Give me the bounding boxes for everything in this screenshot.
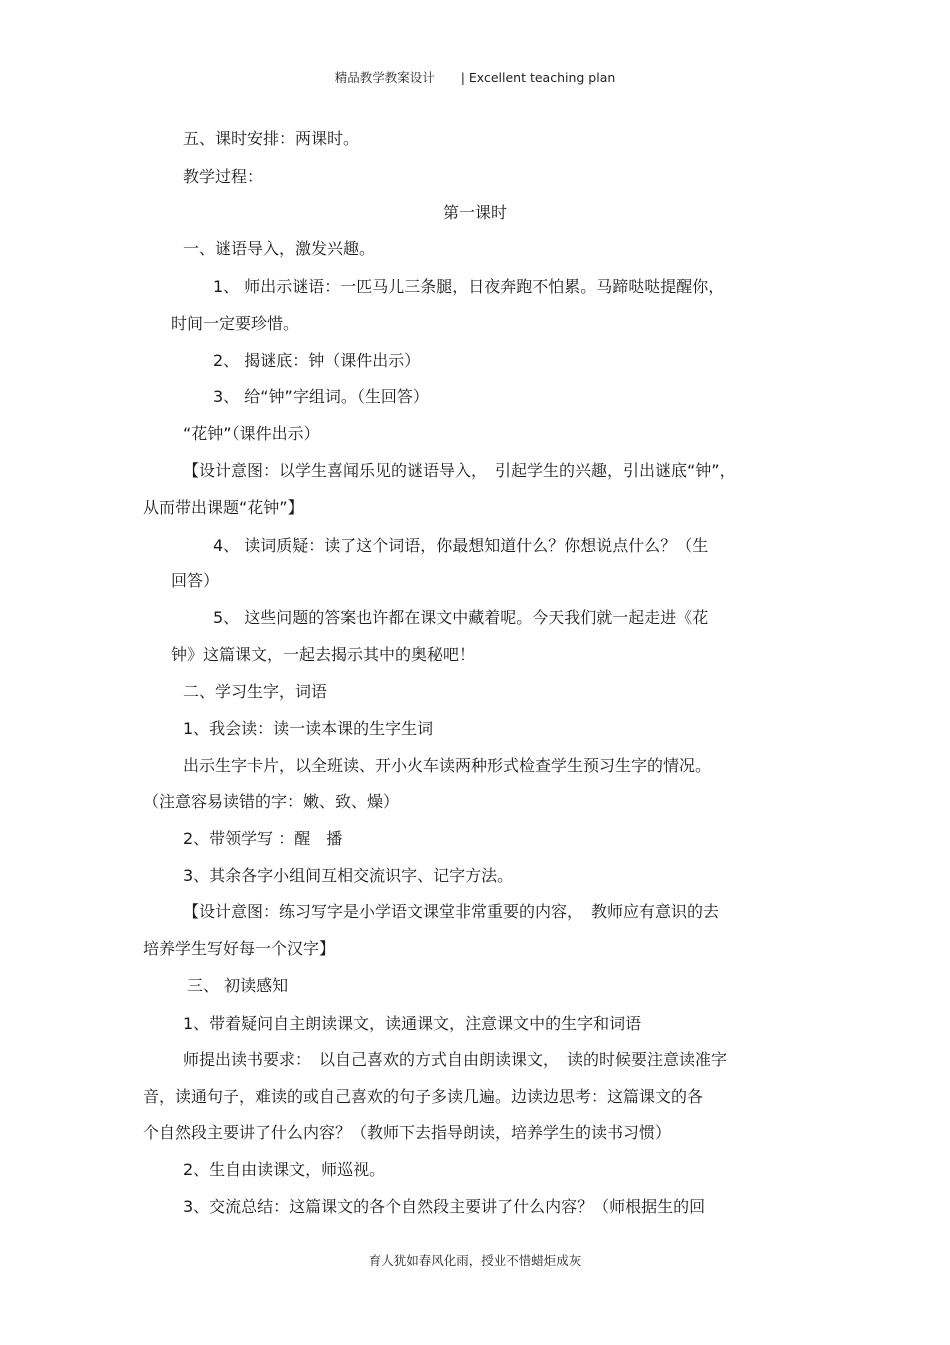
text-line: 二、学习生字，词语 [183,682,328,701]
text-line: 2、 揭谜底：钟（课件出示） [213,351,421,370]
text-line: 从而带出课题“花钟”】 [143,498,304,517]
page-header [0,68,950,86]
text-line: 音，读通句子，难读的或自己喜欢的句子多读几遍。边读边思考：这篇课文的各 [143,1087,704,1106]
text-line: 一、谜语导入，激发兴趣。 [183,239,376,258]
text-line: 2、带领学写 ：醒 播 [183,829,343,848]
page-footer: 育人犹如春风化雨，授业不惜蜡炬成灰 [368,1253,582,1268]
header-subtitle: | Excellent teaching plan [460,70,616,85]
header-title: 精品教学教案设计 [334,70,435,85]
text-line: 4、 读词质疑：读了这个词语，你最想知道什么？你想说点什么？（生 [213,536,709,555]
text-line: 五、课时安排：两课时。 [183,129,360,148]
text-line: “花钟”（课件出示） [183,424,320,443]
text-line: 【设计意图：练习写字是小学语文课堂非常重要的内容， 教师应有意识的去 [183,902,720,921]
text-line: 3、 给“钟”字组词。（生回答） [213,387,429,406]
text-line: 师提出读书要求： 以自己喜欢的方式自由朗读课文， 读的时候要注意读准字 [183,1050,728,1069]
text-line: 出示生字卡片，以全班读、开小火车读两种形式检查学生预习生字的情况。 [183,756,712,775]
text-line: 1、我会读：读一读本课的生字生词 [183,719,434,738]
text-line: 3、其余各字小组间互相交流识字、记字方法。 [183,866,514,885]
text-line: 5、 这些问题的答案也许都在课文中藏着呢。今天我们就一起走进《花 [213,608,709,627]
text-line: 【设计意图：以学生喜闻乐见的谜语导入， 引起学生的兴趣，引出谜底“钟”， [183,461,736,480]
text-line: （注意容易读错的字：嫩、致、燥） [143,792,400,811]
text-line: 1、带着疑问自主朗读课文，读通课文，注意课文中的生字和词语 [183,1014,642,1033]
section-title: 第一课时 [442,203,507,222]
text-line: 1、 师出示谜语：一匹马儿三条腿，日夜奔跑不怕累。马蹄哒哒提醒你， [213,277,725,296]
text-line: 钟》这篇课文，一起去揭示其中的奥秘吧！ [171,645,476,664]
text-line: 培养学生写好每一个汉字】 [143,939,336,958]
text-line: 回答） [171,571,220,590]
text-line: 3、交流总结：这篇课文的各个自然段主要讲了什么内容？（师根据生的回 [183,1197,706,1216]
text-line: 时间一定要珍惜。 [171,314,300,333]
text-line: 教学过程： [183,167,264,186]
text-line: 三、 初读感知 [187,976,289,995]
text-line: 2、生自由读课文，师巡视。 [183,1160,386,1179]
text-line: 个自然段主要讲了什么内容？（教师下去指导朗读，培养学生的读书习惯） [143,1123,672,1142]
